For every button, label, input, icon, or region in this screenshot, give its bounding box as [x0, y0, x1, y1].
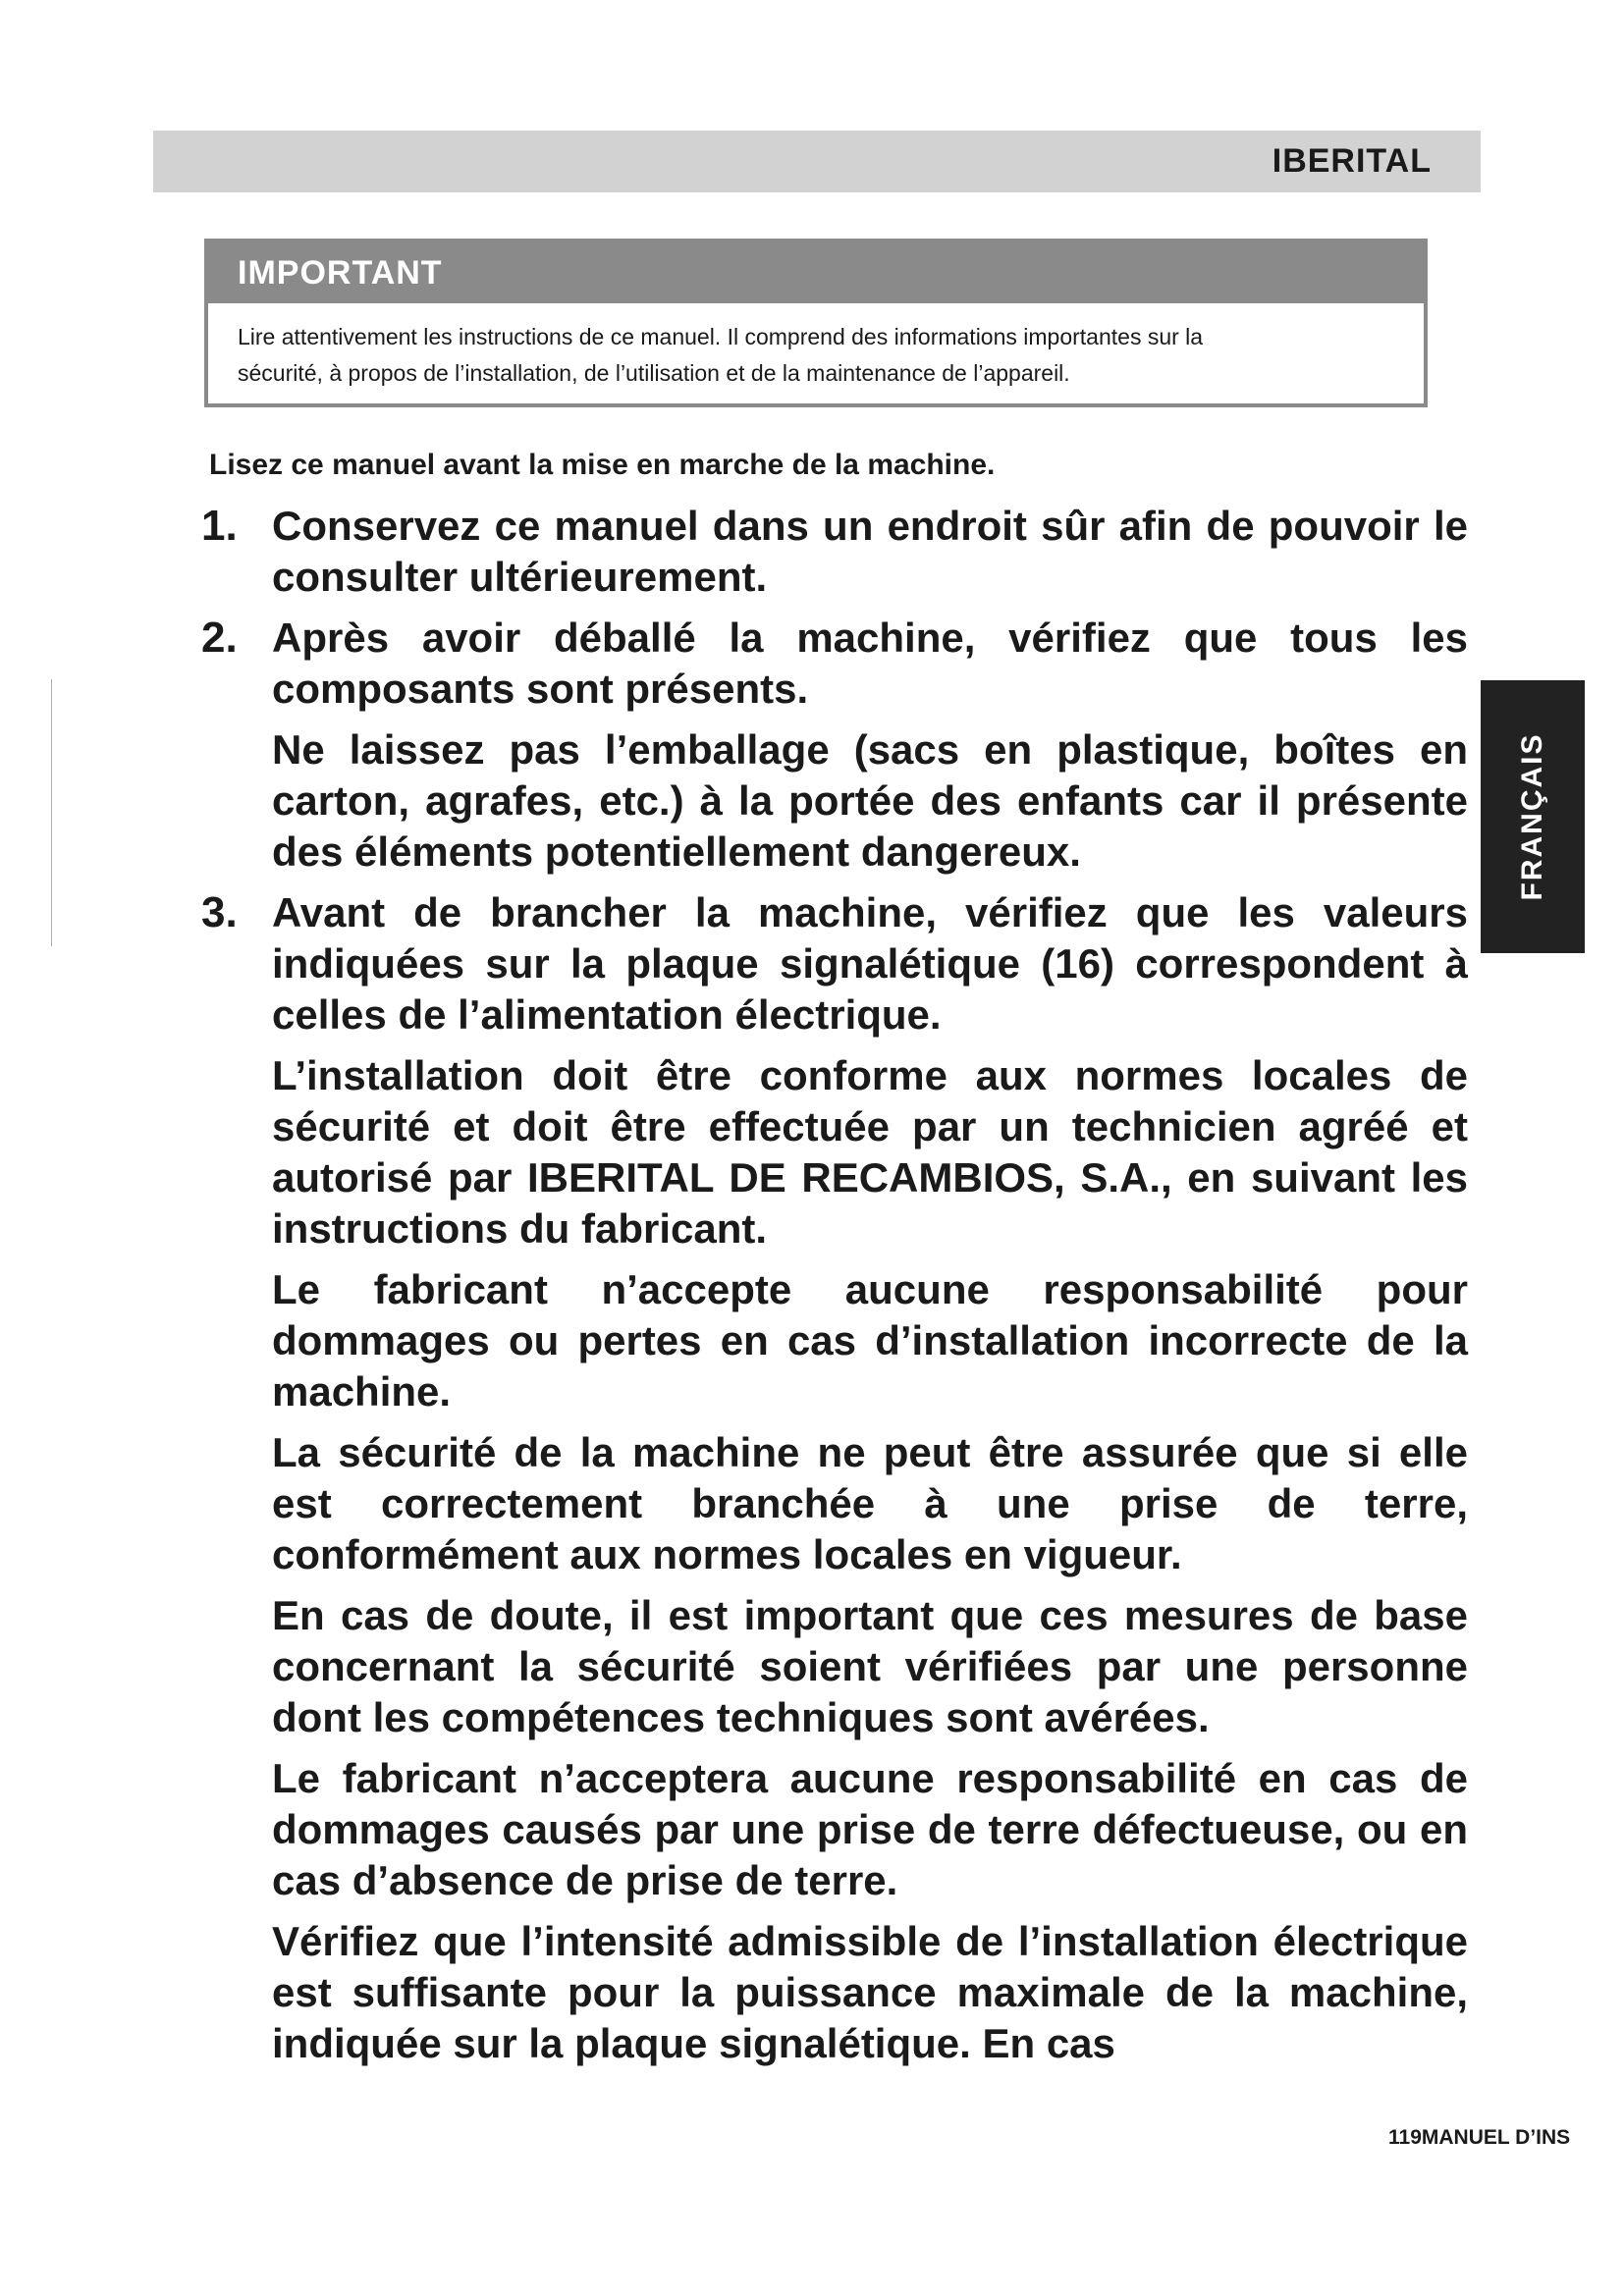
important-line-2: sécurité, à propos de l’installation, de l’utilisation et de la maintenance de l’appareil.	[238, 360, 1070, 386]
page-footer	[1388, 2126, 1624, 2150]
item-paragraph: L’installation doit être conforme aux normes locales de sécurité et doit être effectuée par un technicien agréé et autorisé par IBERITAL DE RECAMBIOS, S.A., en suivant les instructions du fabricant.	[272, 1052, 1468, 1252]
item-paragraph: Ne laissez pas l’emballage (sacs en plastique, boîtes en carton, agrafes, etc.) à la portée des enfants car il présente des éléments potentiellement dangereux.	[272, 726, 1468, 875]
item-paragraph: Après avoir déballé la machine, vérifiez que tous les composants sont présents.	[272, 614, 1468, 712]
item-paragraph: La sécurité de la machine ne peut être assurée que si elle est correctement branchée à une prise de terre, conformément aux normes locales en vigueur.	[272, 1429, 1468, 1577]
footer-text: MANUEL D’INS	[1421, 2126, 1571, 2149]
intro-text: Lisez ce manuel avant la mise en marche de la machine.	[209, 449, 996, 481]
list-item	[201, 501, 1468, 603]
item-paragraph: Le fabricant n’accepte aucune responsabilité pour dommages ou pertes en cas d’installation incorrecte de la machine.	[272, 1266, 1468, 1415]
item-paragraph: Vérifiez que l’intensité admissible de l’installation électrique est suffisante pour la puissance maximale de la machine, indiquée sur la plaque signalétique. En cas	[272, 1918, 1468, 2066]
list-item	[201, 887, 1468, 2069]
important-title: IMPORTANT	[208, 242, 1424, 303]
important-notice-box	[204, 239, 1428, 407]
item-paragraph: En cas de doute, il est important que ces mesures de base concernant la sécurité soient vérifiées par une personne dont les compétences techniques sont avérées.	[272, 1592, 1468, 1740]
margin-rule	[51, 679, 52, 946]
item-number: 1.	[201, 502, 238, 550]
language-label: FRANÇAIS	[1516, 732, 1548, 901]
item-paragraph: Avant de brancher la machine, vérifiez que les valeurs indiquées sur la plaque signalétique (16) correspondent à celles de l’alimentation électrique.	[272, 889, 1468, 1038]
instruction-list	[201, 501, 1468, 2079]
brand-name: IBERITAL	[1272, 142, 1432, 180]
important-line-1: Lire attentivement les instructions de ce manuel. Il comprend des informations importantes sur la	[238, 324, 1204, 349]
item-number: 3.	[201, 888, 238, 936]
item-number: 2.	[201, 614, 238, 662]
page-number: 119	[1388, 2126, 1422, 2149]
item-paragraph: Le fabricant n’acceptera aucune responsabilité en cas de dommages causés par une prise de terre défectueuse, ou en cas d’absence de prise de terre.	[272, 1755, 1468, 1903]
item-paragraph: Conservez ce manuel dans un endroit sûr afin de pouvoir le consulter ultérieurement.	[272, 503, 1468, 600]
header-band	[153, 131, 1481, 192]
language-side-tab	[1481, 680, 1585, 953]
list-item	[201, 613, 1468, 878]
important-body	[208, 303, 1424, 392]
